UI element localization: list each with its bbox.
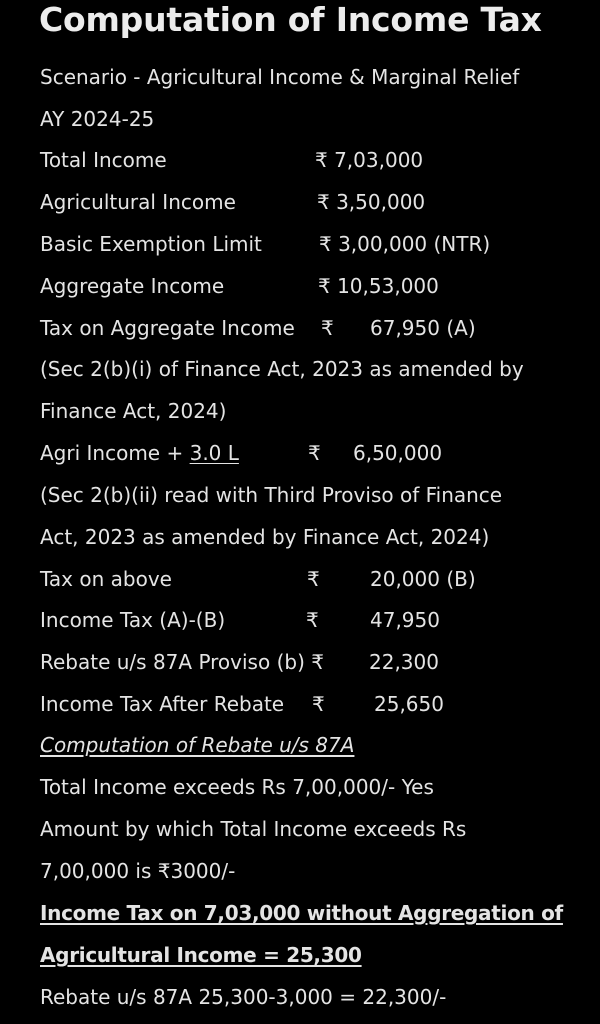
amount-line1: Amount by which Total Income exceeds Rs bbox=[40, 817, 467, 841]
final-rebate-line: Rebate u/s 87A 25,300-3,000 = 22,300/- bbox=[40, 985, 447, 1009]
row-label-prefix: Agri Income + bbox=[40, 441, 190, 465]
limit-link[interactable]: 3.0 L bbox=[189, 441, 239, 465]
row-value: 20,000 (B) bbox=[370, 567, 476, 591]
row-label bbox=[40, 440, 239, 466]
note-sec-2bii-line2: Act, 2023 as amended by Finance Act, 2024) bbox=[40, 525, 490, 549]
row-value: 22,300 bbox=[369, 650, 439, 674]
note-sec-2bi-line2: Finance Act, 2024) bbox=[40, 399, 227, 423]
rupee-symbol: ₹ bbox=[321, 316, 334, 340]
row-rebate-87a bbox=[40, 649, 580, 675]
note-sec-2bi-line1: (Sec 2(b)(i) of Finance Act, 2023 as amended by bbox=[40, 357, 524, 381]
row-income-tax-ab bbox=[40, 607, 580, 633]
row-label: Total Income bbox=[40, 148, 167, 172]
row-total-income bbox=[40, 147, 580, 173]
row-label: Aggregate Income bbox=[40, 274, 225, 298]
income-tax-without-aggregation-line1: Income Tax on 7,03,000 without Aggregation of bbox=[40, 901, 563, 925]
row-basic-exemption bbox=[40, 231, 580, 257]
row-tax-on-above bbox=[40, 566, 580, 592]
row-label: Rebate u/s 87A Proviso (b) ₹ bbox=[40, 650, 324, 674]
row-value: ₹ 10,53,000 bbox=[318, 274, 439, 298]
note-sec-2bii-line1: (Sec 2(b)(ii) read with Third Proviso of Finance bbox=[40, 483, 503, 507]
row-tax-aggregate bbox=[40, 315, 580, 341]
amount-line2: 7,00,000 is ₹3000/- bbox=[40, 859, 236, 883]
income-tax-without-aggregation-line2: Agricultural Income = 25,300 bbox=[40, 943, 362, 967]
row-label: Basic Exemption Limit bbox=[40, 232, 262, 256]
row-label: Agricultural Income bbox=[40, 190, 236, 214]
row-agri-plus bbox=[40, 440, 580, 466]
scenario-text: Scenario - Agricultural Income & Marginal Relief bbox=[40, 65, 520, 89]
row-label: Income Tax After Rebate bbox=[40, 692, 285, 716]
rupee-symbol: ₹ bbox=[308, 441, 321, 465]
row-value: ₹ 7,03,000 bbox=[315, 148, 424, 172]
row-label: Tax on above bbox=[40, 567, 172, 591]
row-agricultural-income bbox=[40, 189, 580, 215]
row-value: 47,950 bbox=[370, 608, 440, 632]
assessment-year: AY 2024-25 bbox=[40, 107, 155, 131]
page-title: Computation of Income Tax bbox=[39, 0, 542, 39]
rupee-symbol: ₹ bbox=[306, 608, 319, 632]
rupee-symbol: ₹ bbox=[307, 567, 320, 591]
rebate-section-heading: Computation of Rebate u/s 87A bbox=[40, 733, 355, 757]
row-label: Income Tax (A)-(B) bbox=[40, 608, 226, 632]
row-label: Tax on Aggregate Income bbox=[40, 316, 295, 340]
row-value: 67,950 (A) bbox=[370, 316, 476, 340]
row-tax-after-rebate bbox=[40, 691, 580, 717]
exceeds-line: Total Income exceeds Rs 7,00,000/- Yes bbox=[40, 775, 434, 799]
row-value: ₹ 3,00,000 (NTR) bbox=[319, 232, 491, 256]
rupee-symbol: ₹ bbox=[312, 692, 325, 716]
row-value: 25,650 bbox=[374, 692, 444, 716]
row-value: 6,50,000 bbox=[353, 441, 443, 465]
row-aggregate-income bbox=[40, 273, 580, 299]
row-value: ₹ 3,50,000 bbox=[317, 190, 426, 214]
